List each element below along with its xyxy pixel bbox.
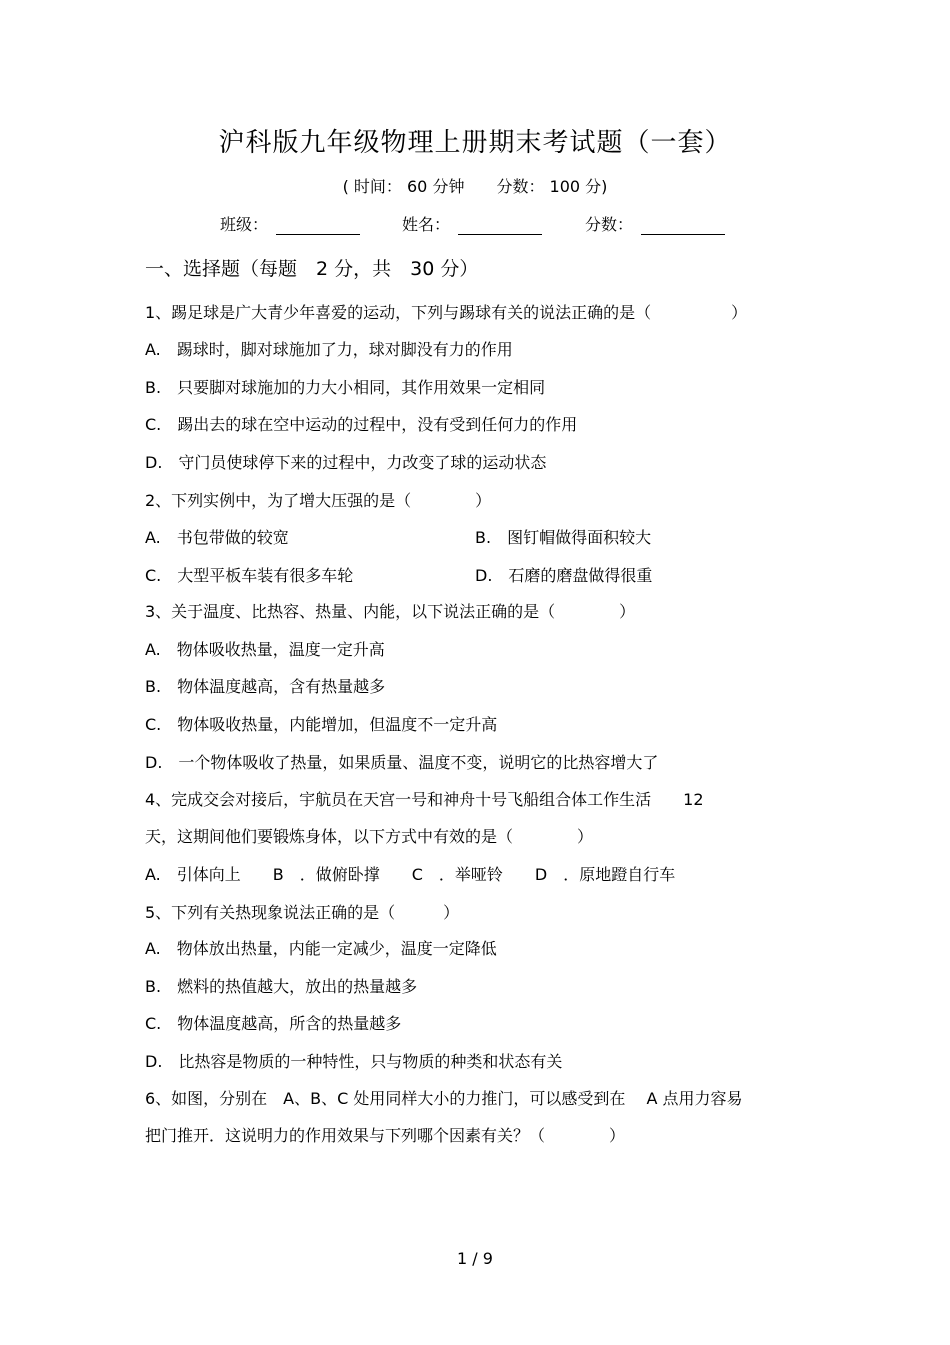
page-title: 沪科版九年级物理上册期末考试题（一套） xyxy=(218,128,732,158)
question-2-stem: 2、下列实例中，为了增大压强的是（ ） xyxy=(145,491,492,510)
question-3-option-d: D. 一个物体吸收了热量，如果质量、温度不变，说明它的比热容增大了 xyxy=(145,753,659,772)
question-3-option-a: A. 物体吸收热量，温度一定升高 xyxy=(145,640,385,659)
class-field xyxy=(220,212,360,235)
question-5-option-c: C. 物体温度越高，所含的热量越多 xyxy=(145,1014,402,1033)
question-3-option-c: C. 物体吸收热量，内能增加，但温度不一定升高 xyxy=(145,715,498,734)
question-4-stem-line1: 4、完成交会对接后，宇航员在天宫一号和神舟十号飞船组合体工作生活 12 xyxy=(145,790,704,809)
question-6-stem-line2: 把门推开．这说明力的作用效果与下列哪个因素有关？（ ） xyxy=(145,1126,626,1145)
question-2-option-d: D. 石磨的磨盘做得很重 xyxy=(475,566,653,585)
question-4-options: A. 引体向上 B ．做俯卧撑 C ．举哑铃 D ．原地蹬自行车 xyxy=(145,865,676,884)
question-3-stem: 3、关于温度、比热容、热量、内能，以下说法正确的是（ ） xyxy=(145,602,636,621)
question-2-option-c: C. 大型平板车装有很多车轮 xyxy=(145,566,354,585)
question-1-option-d: D. 守门员使球停下来的过程中，力改变了球的运动状态 xyxy=(145,453,547,472)
class-label: 班级： xyxy=(220,215,269,234)
question-2-option-b: B. 图钉帽做得面积较大 xyxy=(475,528,652,547)
question-1-option-b: B. 只要脚对球施加的力大小相同，其作用效果一定相同 xyxy=(145,378,546,397)
name-field xyxy=(402,212,542,235)
exam-subtitle: ( 时间： 60 分钟 分数： 100 分) xyxy=(342,177,608,196)
question-1-stem: 1、踢足球是广大青少年喜爱的运动，下列与踢球有关的说法正确的是（ ） xyxy=(145,303,748,322)
question-2-option-a: A. 书包带做的较宽 xyxy=(145,528,289,547)
question-1-option-a: A. 踢球时，脚对球施加了力，球对脚没有力的作用 xyxy=(145,340,513,359)
score-field xyxy=(585,212,725,235)
question-5-option-a: A. 物体放出热量，内能一定减少，温度一定降低 xyxy=(145,939,497,958)
question-6-stem-line1: 6、如图，分别在 A、B、C 处用同样大小的力推门，可以感受到在 A 点用力容易 xyxy=(145,1089,743,1108)
name-label: 姓名： xyxy=(402,215,451,234)
question-3-option-b: B. 物体温度越高，含有热量越多 xyxy=(145,677,386,696)
question-5-option-d: D. 比热容是物质的一种特性，只与物质的种类和状态有关 xyxy=(145,1052,563,1071)
score-label: 分数： xyxy=(585,215,634,234)
page-number: 1 / 9 xyxy=(457,1249,493,1268)
name-blank xyxy=(458,216,542,235)
question-4-stem-line2: 天，这期间他们要锻炼身体，以下方式中有效的是（ ） xyxy=(145,827,594,846)
score-blank xyxy=(641,216,725,235)
question-1-option-c: C. 踢出去的球在空中运动的过程中，没有受到任何力的作用 xyxy=(145,415,578,434)
question-5-option-b: B. 燃料的热值越大，放出的热量越多 xyxy=(145,977,418,996)
section-heading: 一、选择题（每题 2 分，共 30 分） xyxy=(145,258,479,280)
class-blank xyxy=(276,216,360,235)
question-5-stem: 5、下列有关热现象说法正确的是（ ） xyxy=(145,903,460,922)
